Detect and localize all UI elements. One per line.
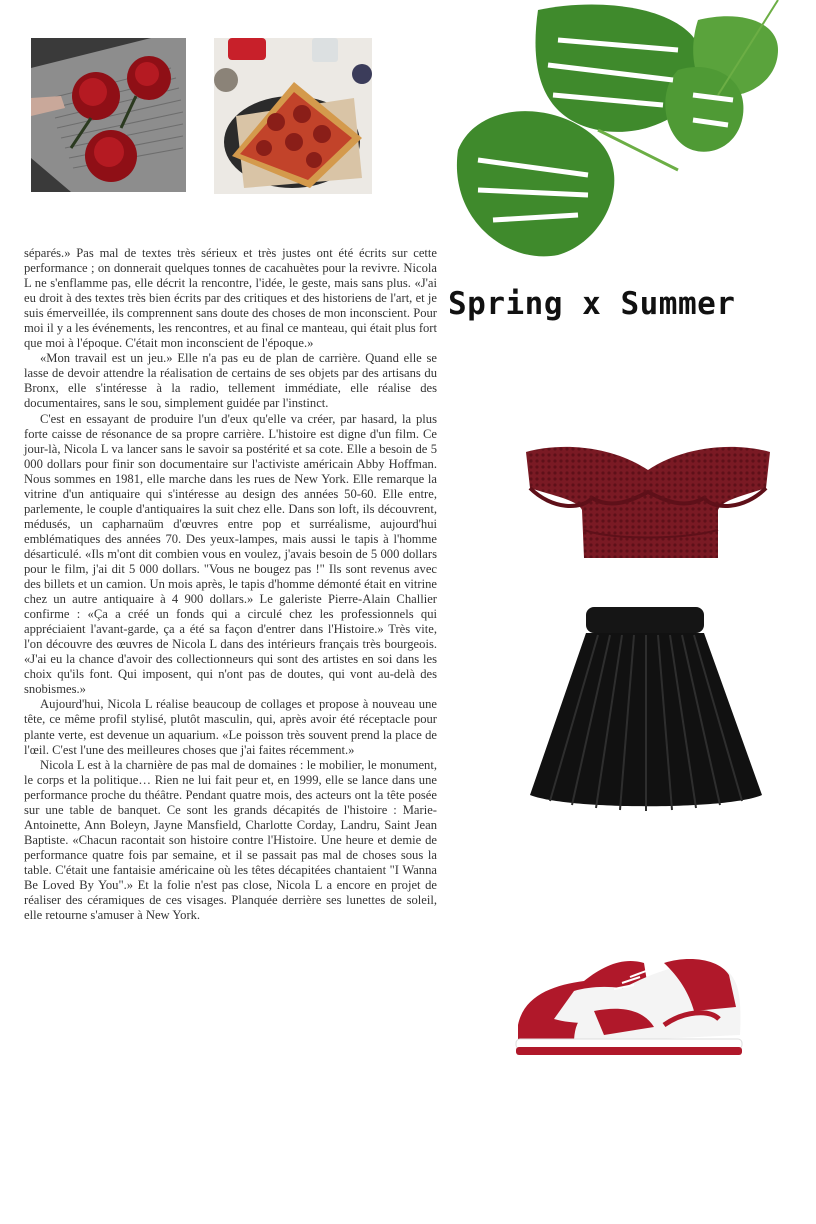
article-text <box>24 246 437 923</box>
pizza-photo <box>214 38 372 194</box>
roses-photo <box>31 38 186 192</box>
article-paragraph: séparés.» Pas mal de textes très sérieux et très justes ont été écrits sur cette performance ; on donnerait quelques tonnes de cacahuètes pour la revivre. Nicola L ne s'enflamme pas, elle décrit la rencontre, l'idée, le geste, mais sans plus. «J'ai eu droit à des textes très bien écrits par des critiques et des historiens de l'art, et je suis émerveillée, ils comprennent sans doute des choses de mon inconscient. Pour moi il y a les événements, les rencontres, et au final ce manteau, qui était plus fort que moi à l'époque. C'était mon inconscient de l'époque.» <box>24 246 438 351</box>
page-title: Spring x Summer <box>448 286 736 322</box>
crochet-top-image <box>522 440 774 565</box>
article-paragraph: Aujourd'hui, Nicola L réalise beaucoup de collages et propose à nouveau une tête, ce même profil stylisé, plutôt masculin, qui, après avoir été réceptacle pour plante verte, est devenue un aquarium. «Le poisson très souvent prend la place de l'œil. C'est l'une des meilleures choses que j'ai faites récemment.» <box>24 697 437 757</box>
article-paragraph: C'est en essayant de produire l'un d'eux qu'elle va créer, par hasard, la plus forte caisse de résonance de sa propre carrière. L'histoire est digne d'un film. Ce jour-là, Nicola L va lancer sans le savoir sa postérité et sa cote. Elle a besoin de 5 000 dollars pour finir son documentaire sur l'activiste américain Abby Hoffman. Nous sommes en 1981, elle marche dans les rues de New York. Elle remarque la vitrine d'un antiquaire qui s'intéresse au design des années 50-60. Elle entre, parlemente, le couple d'antiquaires la suit chez elle. Dans son loft, ils découvrent, médusés, un capharnaüm d'œuvres entre pop et surréalisme, aujourd'hui emblématiques des années 70. Des yeux-lampes, mais aussi le tapis à l'homme désarticulé. «Ils m'ont dit combien vous en voulez, j'avais besoin de 5 000 dollars pour le film, j'ai dit 5 000 dollars. "Vous ne bougez pas !" Ils sont revenus avec des billets et un camion. Un mois après, le tapis d'homme démonté était en vitrine chez un autre antiquaire à 4 900 dollars.» Le galeriste Pierre-Alain Challier confirme : «Ça a créé un fonds qui a circulé chez les professionnels qui appréciaient l'avant-garde, ça a été sa façon d'entrer dans l'Histoire.» Très vite, l'on découvre des œuvres de Nicola L dans des intérieurs français très bourgeois. «J'ai eu la chance d'avoir des collectionneurs qui sont des artistes en soi dans les choix qu'ils font. Qui imposent, qui n'ont pas de doutes, qui vont au-delà des snobismes.» <box>24 411 437 697</box>
monstera-leaves-illustration <box>448 0 788 265</box>
pleated-skirt-image <box>528 605 764 823</box>
sneakers-image <box>514 955 744 1058</box>
article-paragraph: Nicola L est à la charnière de pas mal de domaines : le mobilier, le monument, le corps et la politique… Rien ne lui fait peur et, en 1999, elle se lance dans une performance proche du théâtre. Pendant quatre mois, des acteurs ont la tête posée sur une table de banquet. Ce sont les grands décapités de l'histoire : Marie-Antoinette, Ann Boleyn, Jayne Mansfield, Charlotte Corday, Landru, Saint Jean Baptiste. «Chacun racontait son histoire contre l'Histoire. Une heure et demie de performance quatre fois par semaine, et il se passait pas mal de choses sous la table. C'était une fantaisie américaine où les têtes décapitées chantaient "I Wanna Be Loved By You".» Et la folie n'est pas close, Nicola L a encore en projet de réaliser des céramiques de ces visages. Planquée derrière ses lunettes de soleil, elle retourne s'amuser à New York. <box>24 757 437 923</box>
article-paragraph: «Mon travail est un jeu.» Elle n'a pas eu de plan de carrière. Quand elle se lasse de devoir attendre la réalisation de certains de ses objets par des artisans du Bronx, elle s'intéresse à la radio, tellement immédiate, elle réalise des documentaires, sans le sou, simplement guidée par l'instinct. <box>24 351 437 411</box>
